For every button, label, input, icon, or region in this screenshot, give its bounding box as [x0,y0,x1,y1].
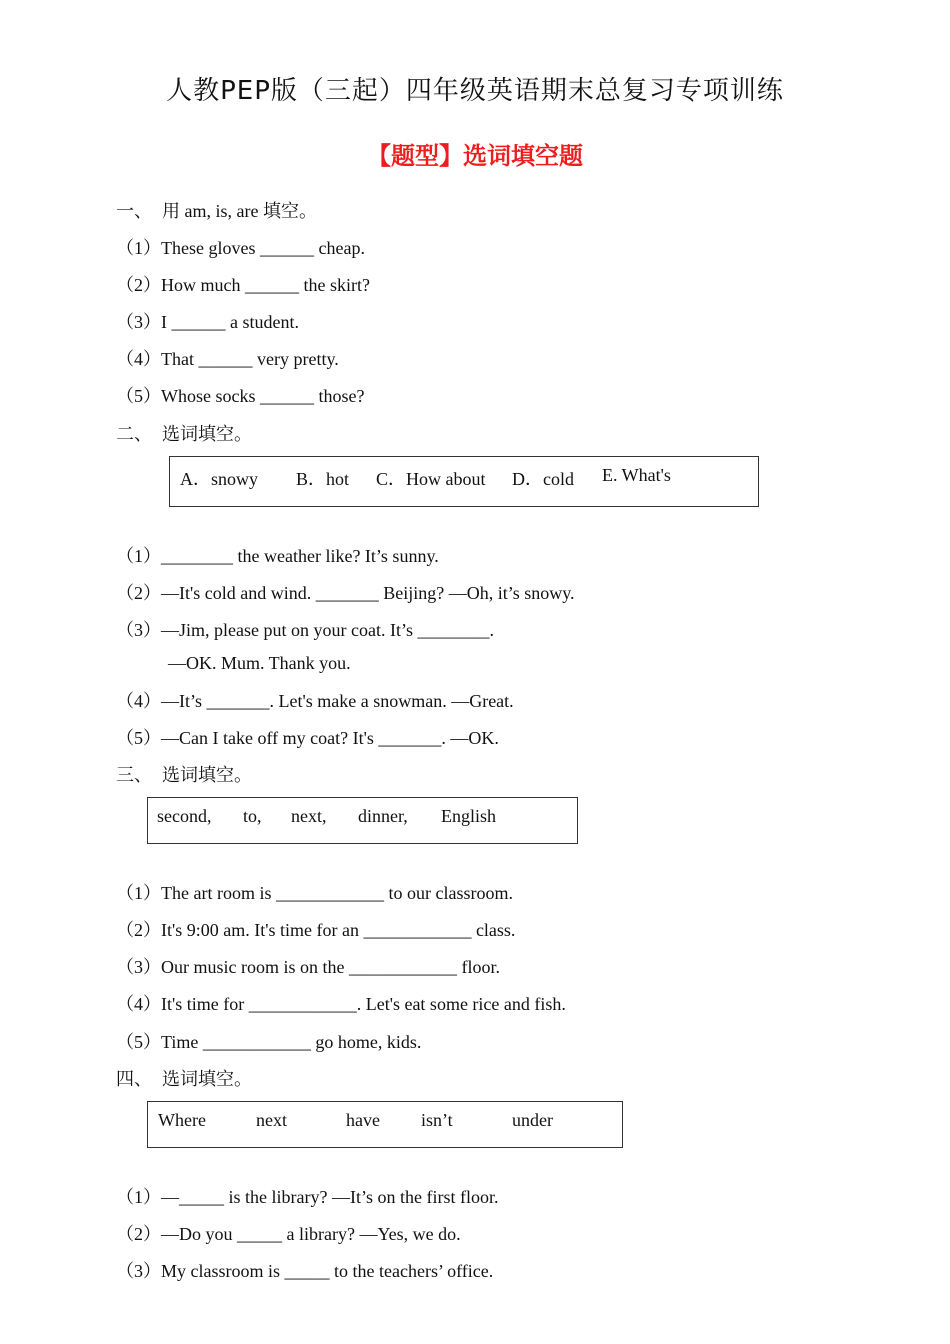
question-item: （3）My classroom is _____ to the teachers’ office. [116,1261,494,1281]
question-item: （2）It's 9:00 am. It's time for an ____________ class. [116,920,516,940]
word-option: have [346,1110,380,1130]
section-number: 一、 [116,201,152,221]
question-item: （2）—Do you _____ a library? —Yes, we do. [116,1224,461,1244]
question-item: （1）These gloves ______ cheap. [116,238,365,258]
section-instruction: 选词填空。 [162,1069,252,1089]
word-option: A．snowy [180,469,259,489]
word-option: next, [291,806,327,826]
section-3-heading [116,761,252,787]
section-4-heading [116,1065,252,1091]
question-item-continuation: —OK. Mum. Thank you. [168,653,351,673]
word-option: D．cold [512,469,574,489]
question-item: （3）—Jim, please put on your coat. It’s ________. [116,620,494,640]
document-title: 人教PEP版（三起）四年级英语期末总复习专项训练 [166,76,784,106]
section-1-heading [116,197,317,223]
question-item: （3）I ______ a student. [116,312,299,332]
question-item: （2）How much ______ the skirt? [116,275,370,295]
question-type-heading: 【题型】选词填空题 [367,142,583,170]
word-option: B．hot [296,469,350,489]
question-item: （1）—_____ is the library? —It’s on the first floor. [116,1187,499,1207]
section-number: 四、 [116,1069,152,1089]
section-2-heading [116,420,252,446]
word-bank-box [169,456,759,507]
word-option: to, [243,806,262,826]
word-option: C．How about [376,469,486,489]
section-instruction: 用 am, is, are 填空。 [162,201,317,221]
word-option: second, [157,806,212,826]
section-number: 二、 [116,424,152,444]
word-bank-box [147,797,578,844]
word-option: next [256,1110,287,1130]
word-option: under [512,1110,553,1130]
question-item: （5）Time ____________ go home, kids. [116,1032,422,1052]
word-option: English [441,806,497,826]
question-item: （4）It's time for ____________. Let's eat some rice and fish. [116,994,566,1014]
section-instruction: 选词填空。 [162,424,252,444]
section-instruction: 选词填空。 [162,765,252,785]
question-item: （4）—It’s _______. Let's make a snowman. —Great. [116,691,514,711]
question-item: （5）—Can I take off my coat? It's _______. —OK. [116,728,499,748]
question-item: （1）________ the weather like? It’s sunny. [116,546,439,566]
word-option: E. What's [602,465,671,485]
word-option: dinner, [358,806,408,826]
question-item: （1）The art room is ____________ to our classroom. [116,883,513,903]
word-bank-box [147,1101,623,1148]
question-item: （3）Our music room is on the ____________ floor. [116,957,500,977]
word-option: isn’t [421,1110,453,1130]
question-item: （5）Whose socks ______ those? [116,386,365,406]
question-item: （4）That ______ very pretty. [116,349,339,369]
question-item: （2）—It's cold and wind. _______ Beijing? —Oh, it’s snowy. [116,583,575,603]
word-option: Where [158,1110,206,1130]
section-number: 三、 [116,765,152,785]
